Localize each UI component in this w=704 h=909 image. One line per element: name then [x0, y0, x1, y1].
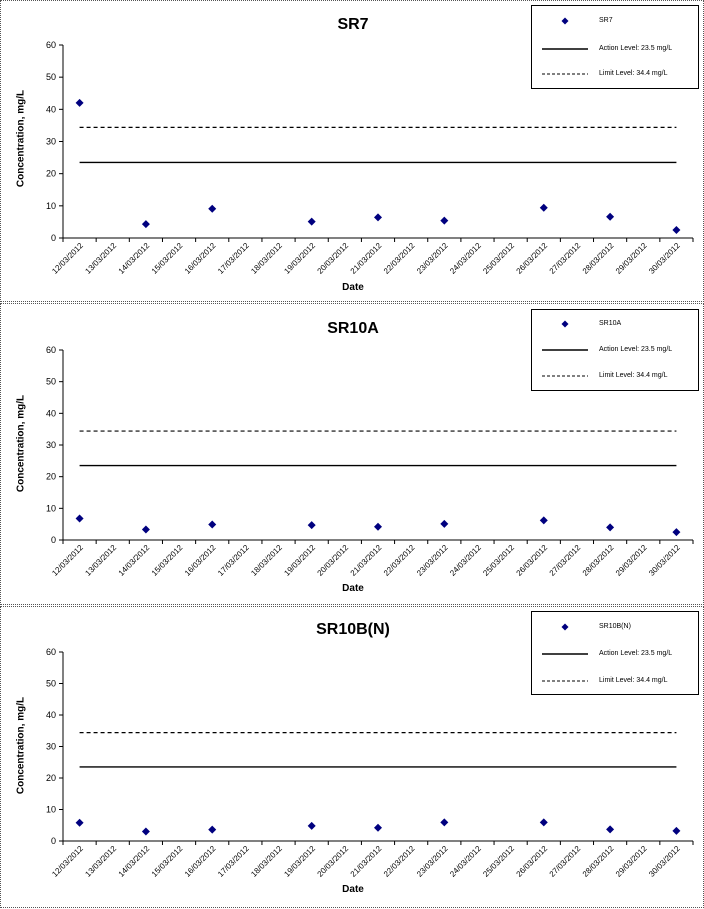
data-point [208, 205, 216, 213]
legend-item-limit [532, 676, 698, 686]
legend-label: Action Level: 23.5 mg/L [599, 650, 673, 657]
x-tick-label: 14/03/2012 [116, 241, 152, 276]
dashed-line-icon [542, 371, 588, 381]
x-tick-label: 29/03/2012 [613, 241, 649, 276]
data-point [672, 528, 680, 536]
data-point [540, 818, 548, 826]
x-tick-label: 20/03/2012 [315, 543, 351, 578]
y-tick-label: 40 [45, 710, 56, 720]
legend-label: Action Level: 23.5 mg/L [599, 346, 673, 353]
legend-label: SR10B(N) [599, 623, 631, 630]
chart-panel-sr10bn [0, 606, 704, 908]
x-tick-label: 25/03/2012 [481, 844, 517, 879]
y-tick-label: 60 [45, 647, 56, 657]
x-tick-label: 20/03/2012 [315, 844, 351, 879]
x-tick-label: 26/03/2012 [514, 543, 550, 578]
data-point [672, 827, 680, 835]
data-point [606, 523, 614, 531]
x-tick-label: 24/03/2012 [448, 241, 483, 276]
x-tick-label: 26/03/2012 [514, 241, 550, 276]
x-tick-label: 22/03/2012 [381, 543, 417, 578]
y-axis-label: Concentration, mg/L [15, 696, 27, 795]
y-tick-label: 50 [45, 376, 56, 387]
dashed-line-icon [542, 69, 588, 79]
solid-line-icon [542, 345, 588, 355]
x-tick-label: 22/03/2012 [381, 844, 417, 879]
x-tick-label: 16/03/2012 [182, 844, 218, 879]
data-point [76, 819, 84, 827]
x-tick-label: 18/03/2012 [249, 844, 284, 879]
x-tick-label: 19/03/2012 [282, 241, 318, 276]
chart-title: SR10A [327, 320, 379, 337]
x-tick-label: 28/03/2012 [580, 543, 616, 578]
x-tick-label: 20/03/2012 [315, 241, 351, 276]
legend [531, 309, 699, 391]
data-point [374, 824, 382, 832]
x-tick-label: 15/03/2012 [149, 241, 185, 276]
x-tick-label: 25/03/2012 [481, 241, 517, 276]
x-tick-label: 17/03/2012 [216, 241, 251, 276]
x-tick-label: 21/03/2012 [348, 241, 384, 276]
x-tick-label: 15/03/2012 [149, 543, 185, 578]
y-tick-label: 30 [45, 136, 56, 147]
legend-item-action [532, 649, 698, 659]
x-tick-label: 27/03/2012 [547, 543, 583, 578]
x-tick-label: 30/03/2012 [647, 844, 682, 879]
chart-panel-sr10a [0, 303, 704, 605]
x-tick-label: 22/03/2012 [381, 241, 417, 276]
dashed-line-icon [542, 676, 588, 686]
legend-item-series [532, 16, 698, 26]
chart-title: SR10B(N) [316, 621, 390, 638]
y-tick-label: 10 [45, 200, 56, 211]
legend-label: Action Level: 23.5 mg/L [599, 45, 673, 52]
data-point [76, 514, 84, 522]
y-tick-label: 40 [45, 408, 56, 419]
x-tick-label: 19/03/2012 [282, 844, 318, 879]
legend-item-action [532, 44, 698, 54]
y-tick-label: 20 [45, 168, 56, 179]
x-tick-label: 28/03/2012 [580, 241, 616, 276]
legend-label: Limit Level: 34.4 mg/L [599, 677, 668, 684]
x-tick-label: 29/03/2012 [613, 844, 649, 879]
data-point [374, 523, 382, 531]
x-tick-label: 15/03/2012 [149, 844, 185, 879]
legend-item-series [532, 622, 698, 632]
x-tick-label: 12/03/2012 [50, 543, 85, 578]
x-tick-label: 29/03/2012 [613, 543, 649, 578]
legend-item-limit [532, 69, 698, 79]
legend [531, 611, 699, 695]
x-tick-label: 14/03/2012 [116, 543, 152, 578]
data-point [208, 520, 216, 528]
x-axis-label: Date [342, 282, 364, 293]
y-tick-label: 10 [45, 804, 56, 815]
data-point [440, 818, 448, 826]
legend-label: SR10A [599, 320, 622, 327]
y-tick-label: 50 [45, 72, 56, 83]
data-point [308, 218, 316, 226]
x-axis-label: Date [342, 583, 364, 594]
data-point [308, 822, 316, 830]
y-tick-label: 10 [45, 503, 56, 514]
x-tick-label: 13/03/2012 [83, 543, 119, 578]
data-point [606, 825, 614, 833]
legend-label: SR7 [599, 17, 613, 24]
diamond-icon [542, 16, 588, 26]
solid-line-icon [542, 649, 588, 659]
x-tick-label: 17/03/2012 [216, 543, 251, 578]
x-tick-label: 27/03/2012 [547, 844, 583, 879]
y-tick-label: 0 [50, 535, 56, 545]
data-point [606, 213, 614, 221]
chart-title: SR7 [337, 16, 369, 33]
x-tick-label: 13/03/2012 [83, 844, 119, 879]
x-tick-label: 24/03/2012 [448, 543, 483, 578]
y-tick-label: 40 [45, 104, 56, 115]
data-point [540, 516, 548, 524]
legend [531, 5, 699, 89]
data-point [672, 226, 680, 234]
x-tick-label: 23/03/2012 [415, 241, 450, 276]
x-tick-label: 18/03/2012 [249, 543, 284, 578]
x-tick-label: 27/03/2012 [547, 241, 583, 276]
x-tick-label: 18/03/2012 [249, 241, 284, 276]
x-tick-label: 12/03/2012 [50, 844, 85, 879]
x-tick-label: 25/03/2012 [481, 543, 517, 578]
diamond-icon [542, 319, 588, 329]
legend-label: Limit Level: 34.4 mg/L [599, 70, 668, 77]
data-point [440, 217, 448, 225]
y-tick-label: 30 [45, 440, 56, 450]
x-tick-label: 14/03/2012 [116, 844, 152, 879]
x-tick-label: 21/03/2012 [348, 543, 384, 578]
y-tick-label: 0 [50, 836, 56, 846]
data-point [540, 204, 548, 212]
x-tick-label: 21/03/2012 [348, 844, 384, 879]
x-axis-label: Date [342, 884, 364, 895]
x-tick-label: 19/03/2012 [282, 543, 318, 578]
y-tick-label: 20 [45, 773, 56, 783]
data-point [440, 520, 448, 528]
x-tick-label: 13/03/2012 [83, 241, 119, 276]
x-tick-label: 30/03/2012 [647, 543, 682, 578]
x-tick-label: 12/03/2012 [50, 241, 85, 276]
y-tick-label: 30 [45, 741, 56, 752]
legend-item-action [532, 345, 698, 355]
diamond-icon [542, 622, 588, 632]
chart-panel-sr7 [0, 0, 704, 302]
x-tick-label: 17/03/2012 [216, 844, 251, 879]
x-tick-label: 23/03/2012 [415, 844, 450, 879]
legend-label: Limit Level: 34.4 mg/L [599, 372, 668, 379]
y-axis-label: Concentration, mg/L [15, 394, 27, 493]
legend-item-limit [532, 371, 698, 381]
x-tick-label: 16/03/2012 [182, 241, 218, 276]
y-tick-label: 50 [45, 678, 56, 689]
x-tick-label: 24/03/2012 [448, 844, 483, 879]
data-point [208, 826, 216, 834]
y-tick-label: 0 [50, 233, 56, 243]
y-tick-label: 60 [45, 345, 56, 355]
x-tick-label: 16/03/2012 [182, 543, 218, 578]
data-point [76, 99, 84, 107]
y-axis-label: Concentration, mg/L [15, 89, 27, 188]
x-tick-label: 23/03/2012 [415, 543, 450, 578]
data-point [374, 213, 382, 221]
data-point [308, 521, 316, 529]
data-point [142, 828, 150, 836]
data-point [142, 526, 150, 534]
solid-line-icon [542, 44, 588, 54]
x-tick-label: 26/03/2012 [514, 844, 550, 879]
x-tick-label: 28/03/2012 [580, 844, 616, 879]
y-tick-label: 20 [45, 471, 56, 482]
x-tick-label: 30/03/2012 [647, 241, 682, 276]
data-point [142, 220, 150, 228]
y-tick-label: 60 [45, 40, 56, 50]
legend-item-series [532, 319, 698, 329]
